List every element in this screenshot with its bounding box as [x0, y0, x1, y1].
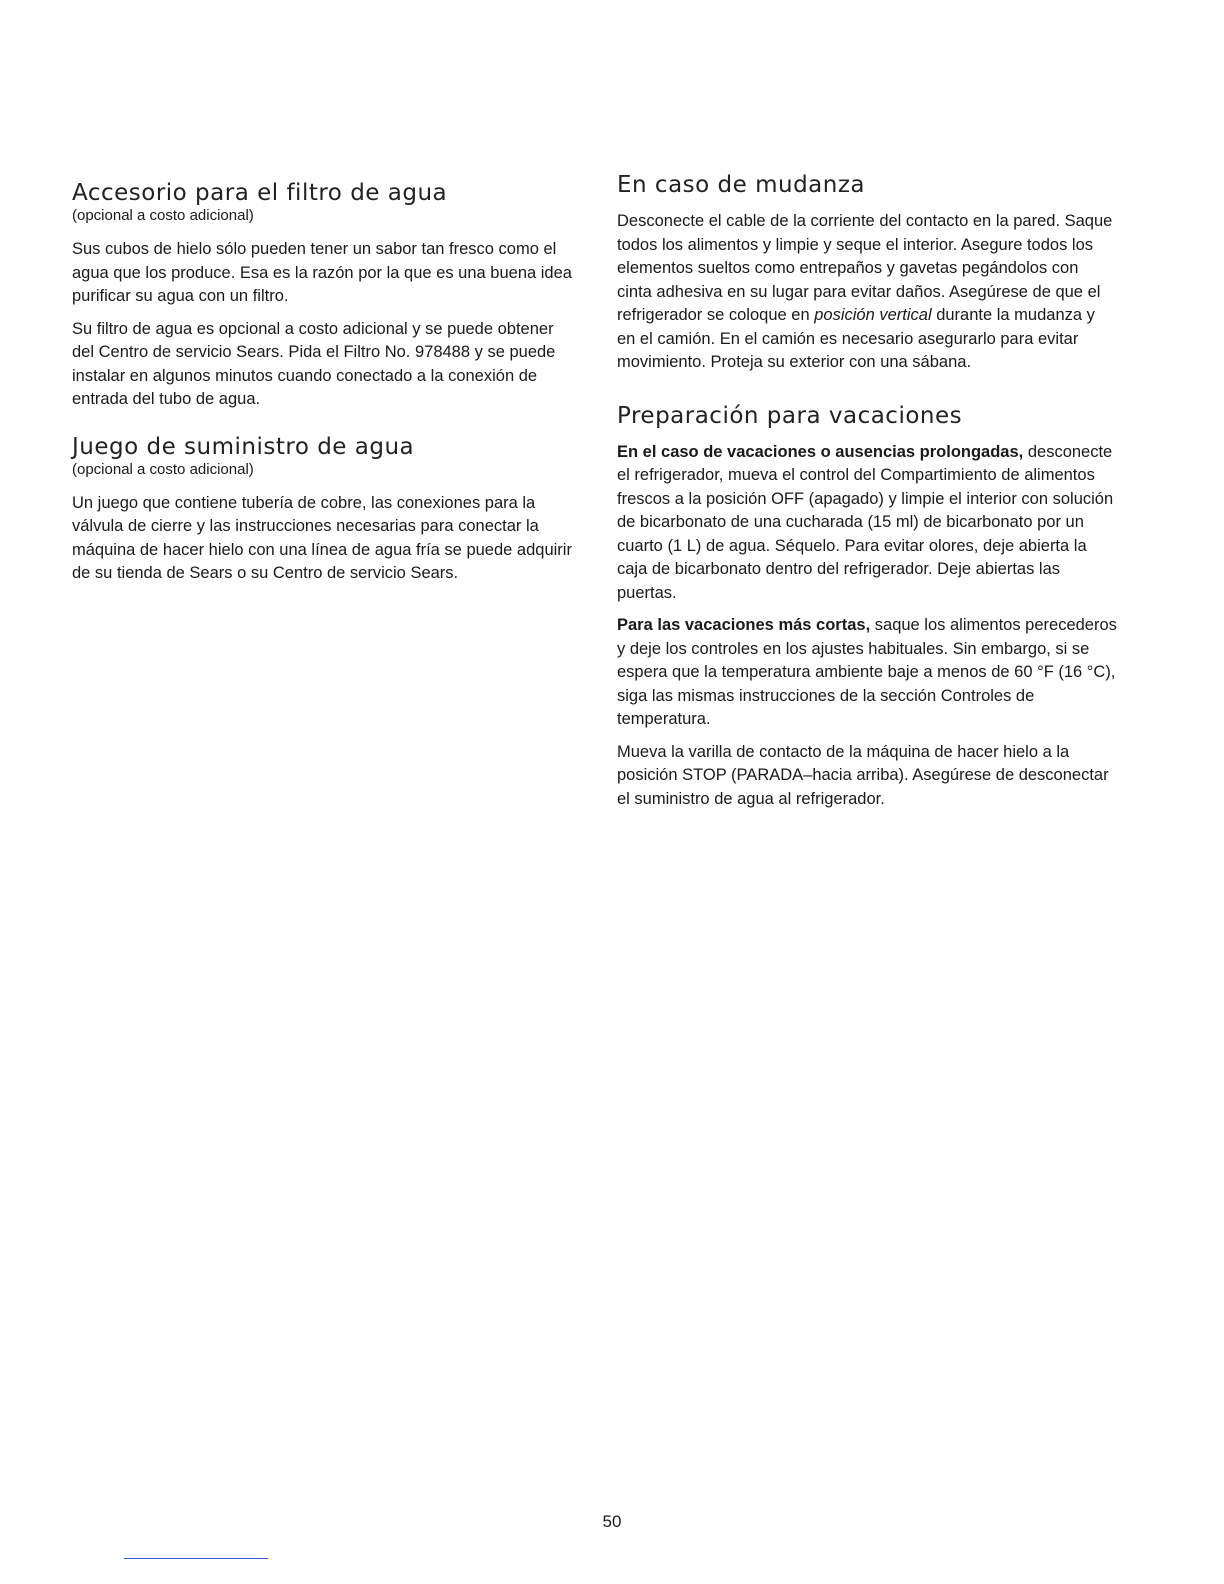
vacation-title: Preparación para vacaciones [617, 402, 963, 429]
water-supply-paragraph: Un juego que contiene tubería de cobre, las conexiones para la válvula de cierre y las instrucciones necesarias para conectar la máquina de hacer hielo con una línea de agua fría se puede adquirir de su tienda de Sears o su Centro de servicio Sears. [72, 493, 572, 582]
water-filter-subtitle: (opcional a costo adicional) [72, 207, 254, 224]
vacation-section [617, 403, 1117, 812]
water-filter-section [72, 180, 572, 412]
water-supply-title: Juego de suministro de agua [72, 433, 415, 460]
vacation-paragraph-1-lead: En el caso de vacaciones o ausencias prolongadas, [617, 442, 1024, 461]
water-supply-section [72, 434, 572, 586]
water-filter-title: Accesorio para el filtro de agua [72, 180, 448, 206]
vacation-paragraph-2-lead: Para las vacaciones más cortas, [617, 616, 871, 634]
page-number: 50 [602, 1512, 622, 1531]
moving-text-2: durante la mudanza y en el camión. En el camión es necesario asegurarlo para evitar movimiento. Proteja su exterior con una sábana. [617, 306, 1095, 371]
vacation-paragraph-1 [617, 441, 1117, 606]
moving-paragraph [617, 210, 1117, 375]
moving-section [617, 172, 1117, 375]
moving-emphasis: posición vertical [814, 306, 932, 324]
vacation-paragraph-1-text: desconecte el refrigerador, mueva el control del Compartimiento de alimentos frescos a la posición OFF (apagado) y limpie el interior con solución de bicarbonato de una cucharada (15 ml) de bicarbonato por un cuarto (1 L) de agua. Séquelo. Para evitar olores, deje abierta la caja de bicarbonato dentro del refrigerador. Deje abiertas las puertas. [617, 442, 1114, 602]
moving-title: En caso de mudanza [617, 172, 866, 198]
left-column [72, 180, 572, 608]
moving-text-1: Desconecte el cable de la corriente del contacto en la pared. Saque todos los alimentos y limpie y seque el interior. Asegure todos los elementos sueltos como entrepaños y gavetas pegándolos con cinta adhesiva en su lugar para evitar daños. Asegúrese de que el refrigerador se coloque en [617, 212, 1113, 324]
water-supply-subtitle: (opcional a costo adicional) [72, 460, 254, 478]
water-filter-paragraph-1: Sus cubos de hielo sólo pueden tener un sabor tan fresco como el agua que los produce. Esa es la razón por la que es una buena idea purificar su agua con un filtro. [72, 240, 572, 305]
vacation-paragraph-3: Mueva la varilla de contacto de la máquina de hacer hielo a la posición STOP (PARADA–hacia arriba). Asegúrese de desconectar el suministro de agua al refrigerador. [617, 742, 1109, 808]
right-column [617, 172, 1117, 833]
vacation-paragraph-2 [617, 614, 1117, 732]
footer-rule [124, 1558, 268, 1559]
water-filter-paragraph-2: Su filtro de agua es opcional a costo adicional y se puede obtener del Centro de servicio Sears. Pida el Filtro No. 978488 y se puede instalar en algunos minutos cuando conectado a la conexión de entrada del tubo de agua. [72, 319, 556, 408]
vacation-paragraph-2-text: saque los alimentos perecederos y deje los controles en los ajustes habituales. Sin embargo, si se espera que la temperatura ambiente baje a menos de 60 °F (16 °C), siga las mismas instrucciones de la sección Controles de temperatura. [617, 616, 1117, 728]
